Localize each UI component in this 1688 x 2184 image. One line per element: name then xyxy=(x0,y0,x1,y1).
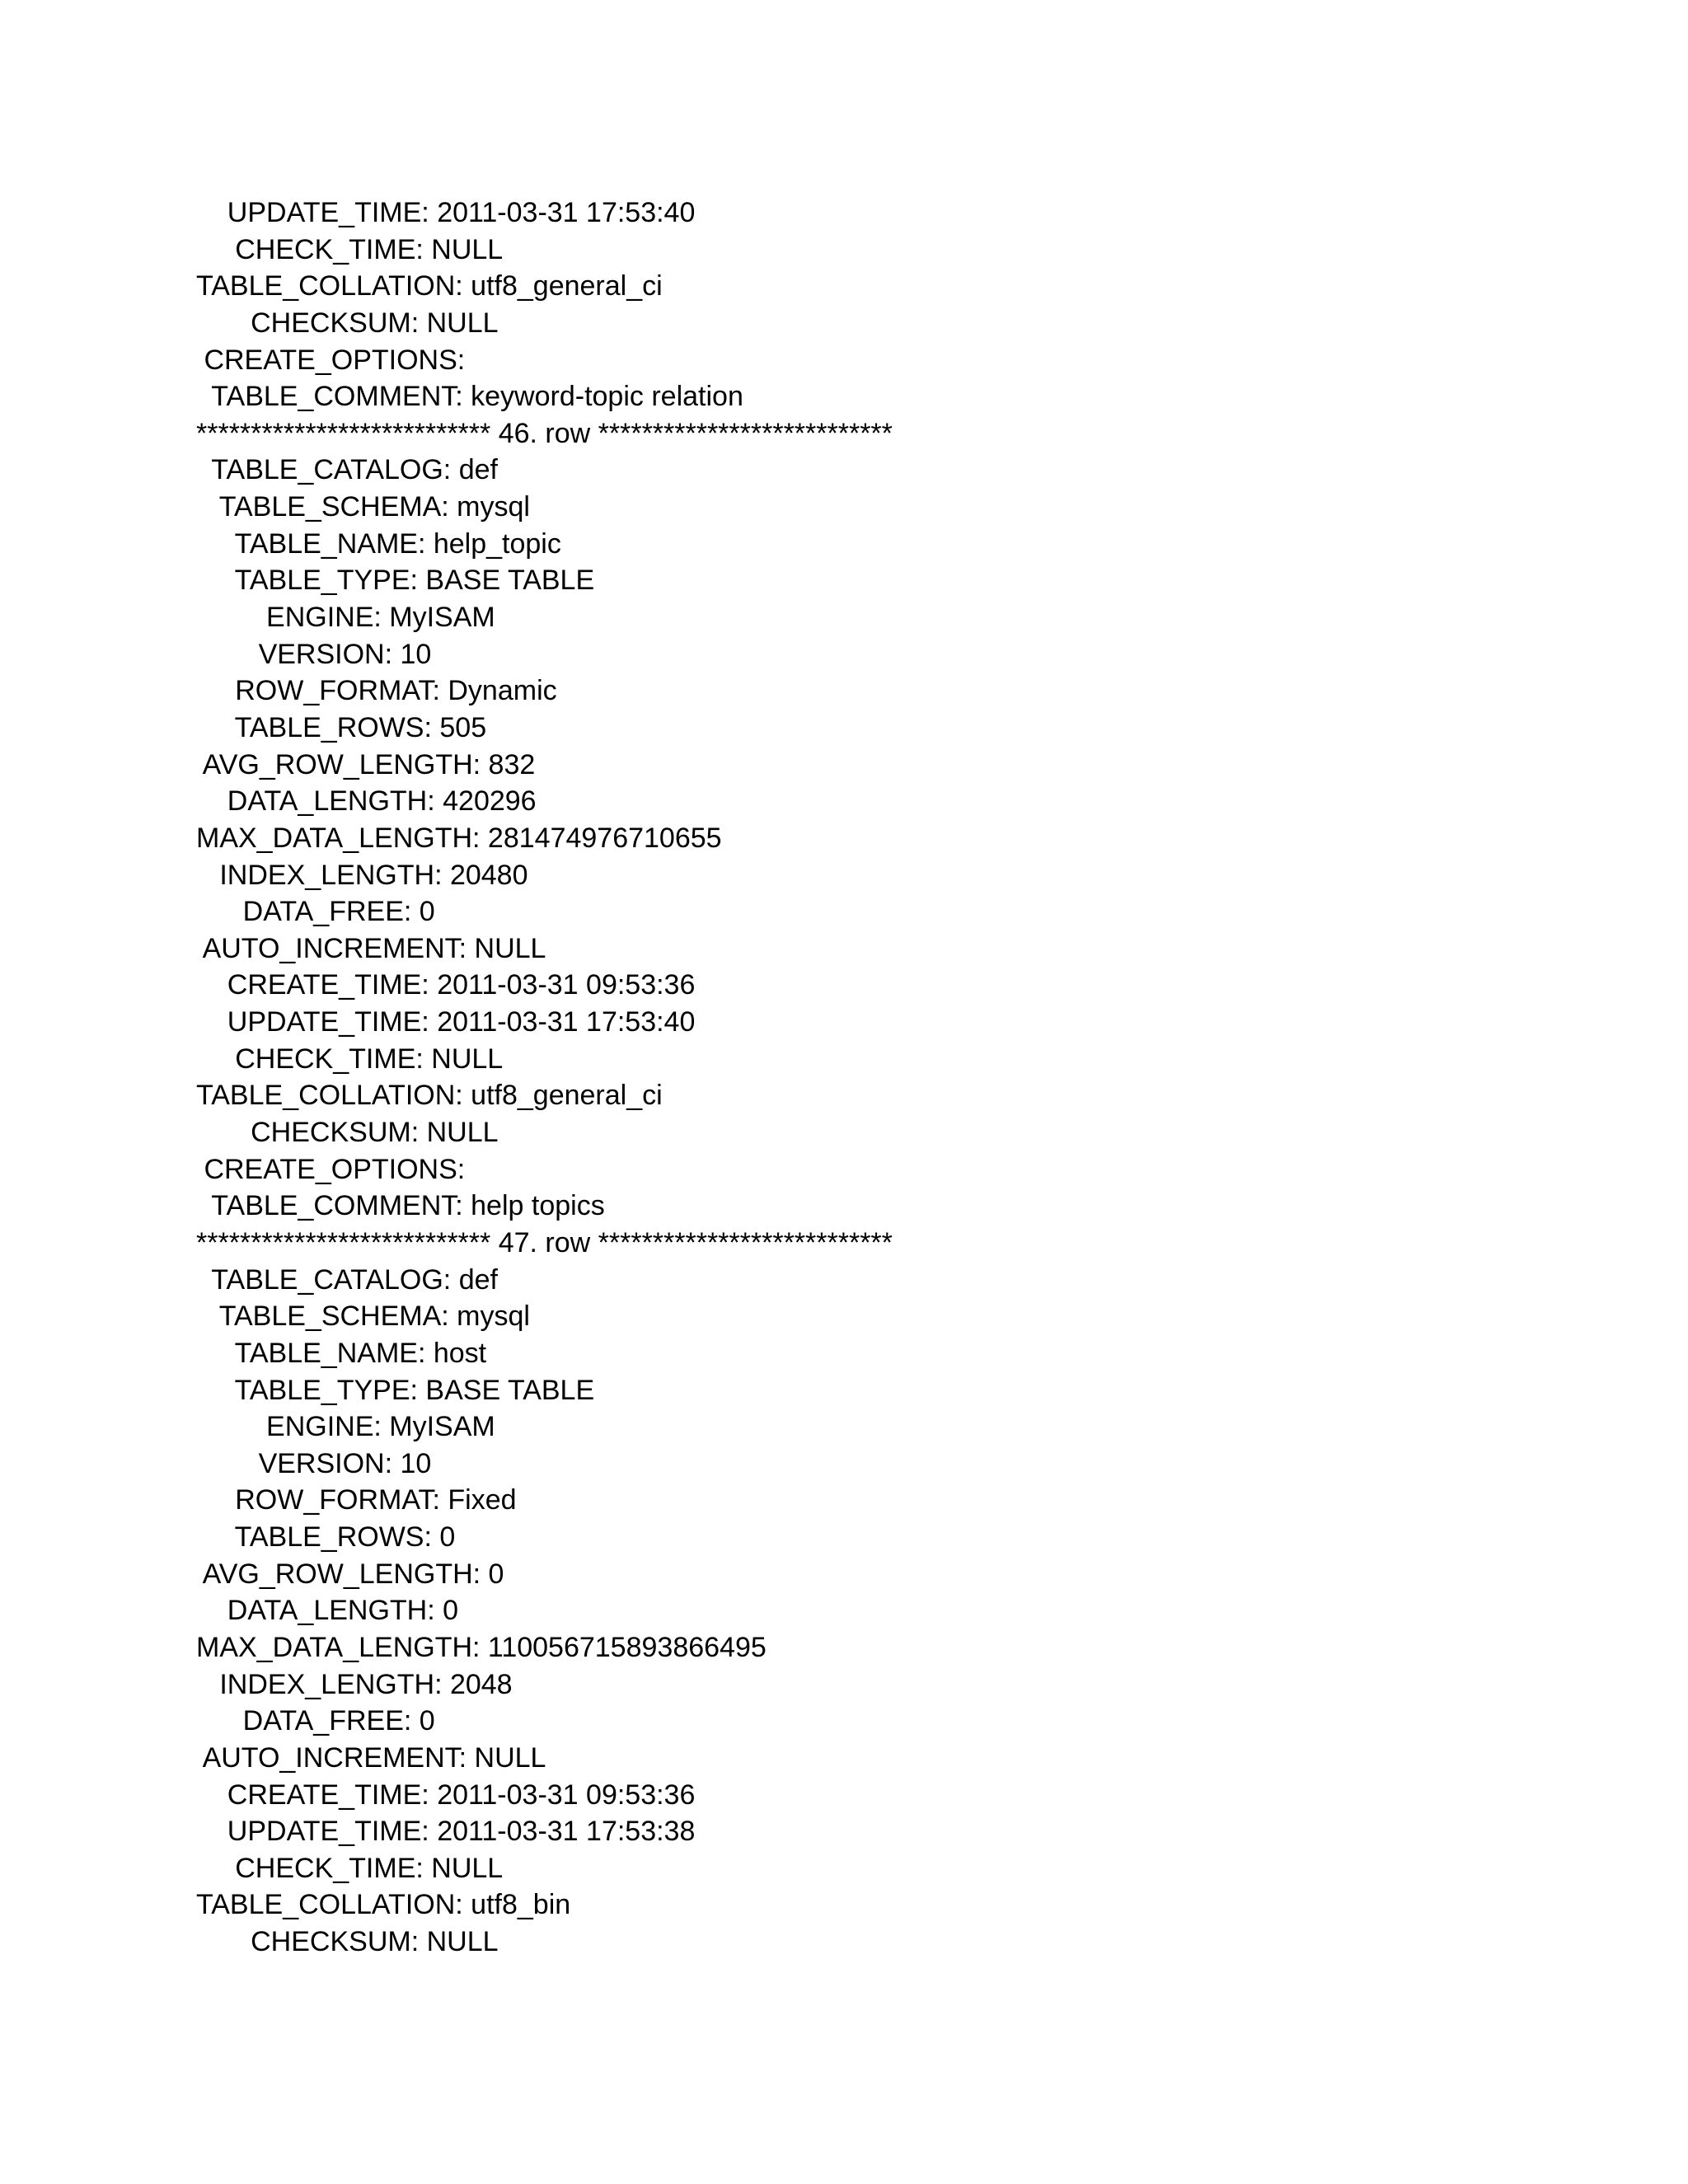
text-line: ROW_FORMAT: Dynamic xyxy=(196,675,557,707)
text-line: TABLE_NAME: host xyxy=(196,1337,487,1369)
text-line: CHECKSUM: NULL xyxy=(196,1926,499,1958)
text-line: CHECK_TIME: NULL xyxy=(196,233,504,265)
text-line: AVG_ROW_LENGTH: 832 xyxy=(196,748,536,780)
text-line: TABLE_COMMENT: help topics xyxy=(196,1190,605,1222)
text-line: INDEX_LENGTH: 20480 xyxy=(196,859,528,891)
text-line: UPDATE_TIME: 2011-03-31 17:53:40 xyxy=(196,197,696,228)
text-line: TABLE_CATALOG: def xyxy=(196,454,498,486)
text-line: DATA_LENGTH: 420296 xyxy=(196,785,537,818)
text-line: CHECKSUM: NULL xyxy=(196,1117,499,1149)
text-line: TABLE_NAME: help_topic xyxy=(196,527,561,560)
text-line: CHECKSUM: NULL xyxy=(196,307,499,339)
text-line: TABLE_SCHEMA: mysql xyxy=(196,1301,530,1333)
text-line: DATA_LENGTH: 0 xyxy=(196,1595,459,1627)
row-separator: *************************** 46. row *************************** xyxy=(196,417,893,449)
text-line: TABLE_ROWS: 505 xyxy=(196,711,487,743)
text-line: VERSION: 10 xyxy=(196,638,432,670)
text-line: CREATE_OPTIONS: xyxy=(196,1153,466,1185)
text-line: TABLE_TYPE: BASE TABLE xyxy=(196,565,595,597)
text-line: CREATE_TIME: 2011-03-31 09:53:36 xyxy=(196,969,696,1001)
text-line: MAX_DATA_LENGTH: 110056715893866495 xyxy=(196,1631,767,1663)
text-line: TABLE_CATALOG: def xyxy=(196,1263,498,1296)
text-line: TABLE_COLLATION: utf8_general_ci xyxy=(196,270,663,302)
text-line: CHECK_TIME: NULL xyxy=(196,1852,504,1884)
text-line: CHECK_TIME: NULL xyxy=(196,1043,504,1075)
text-line: ROW_FORMAT: Fixed xyxy=(196,1484,517,1516)
query-output-text xyxy=(196,194,1515,1961)
text-line: UPDATE_TIME: 2011-03-31 17:53:38 xyxy=(196,1816,696,1848)
text-line: DATA_FREE: 0 xyxy=(196,896,435,928)
text-line: ENGINE: MyISAM xyxy=(196,602,495,634)
text-line: CREATE_OPTIONS: xyxy=(196,344,466,376)
text-line: TABLE_TYPE: BASE TABLE xyxy=(196,1374,595,1406)
text-line: TABLE_COLLATION: utf8_bin xyxy=(196,1889,571,1921)
text-line: VERSION: 10 xyxy=(196,1447,432,1479)
text-line: AUTO_INCREMENT: NULL xyxy=(196,932,546,964)
text-line: TABLE_COLLATION: utf8_general_ci xyxy=(196,1080,663,1112)
row-separator: *************************** 47. row *************************** xyxy=(196,1226,893,1258)
text-line: TABLE_COMMENT: keyword-topic relation xyxy=(196,381,743,413)
text-line: AUTO_INCREMENT: NULL xyxy=(196,1741,546,1774)
text-line: DATA_FREE: 0 xyxy=(196,1705,435,1737)
text-line: CREATE_TIME: 2011-03-31 09:53:36 xyxy=(196,1779,696,1811)
text-line: TABLE_SCHEMA: mysql xyxy=(196,491,530,523)
text-line: ENGINE: MyISAM xyxy=(196,1411,495,1443)
text-line: MAX_DATA_LENGTH: 281474976710655 xyxy=(196,822,722,854)
text-line: AVG_ROW_LENGTH: 0 xyxy=(196,1558,504,1590)
text-line: UPDATE_TIME: 2011-03-31 17:53:40 xyxy=(196,1006,696,1038)
text-line: INDEX_LENGTH: 2048 xyxy=(196,1668,513,1700)
text-line: TABLE_ROWS: 0 xyxy=(196,1521,456,1554)
